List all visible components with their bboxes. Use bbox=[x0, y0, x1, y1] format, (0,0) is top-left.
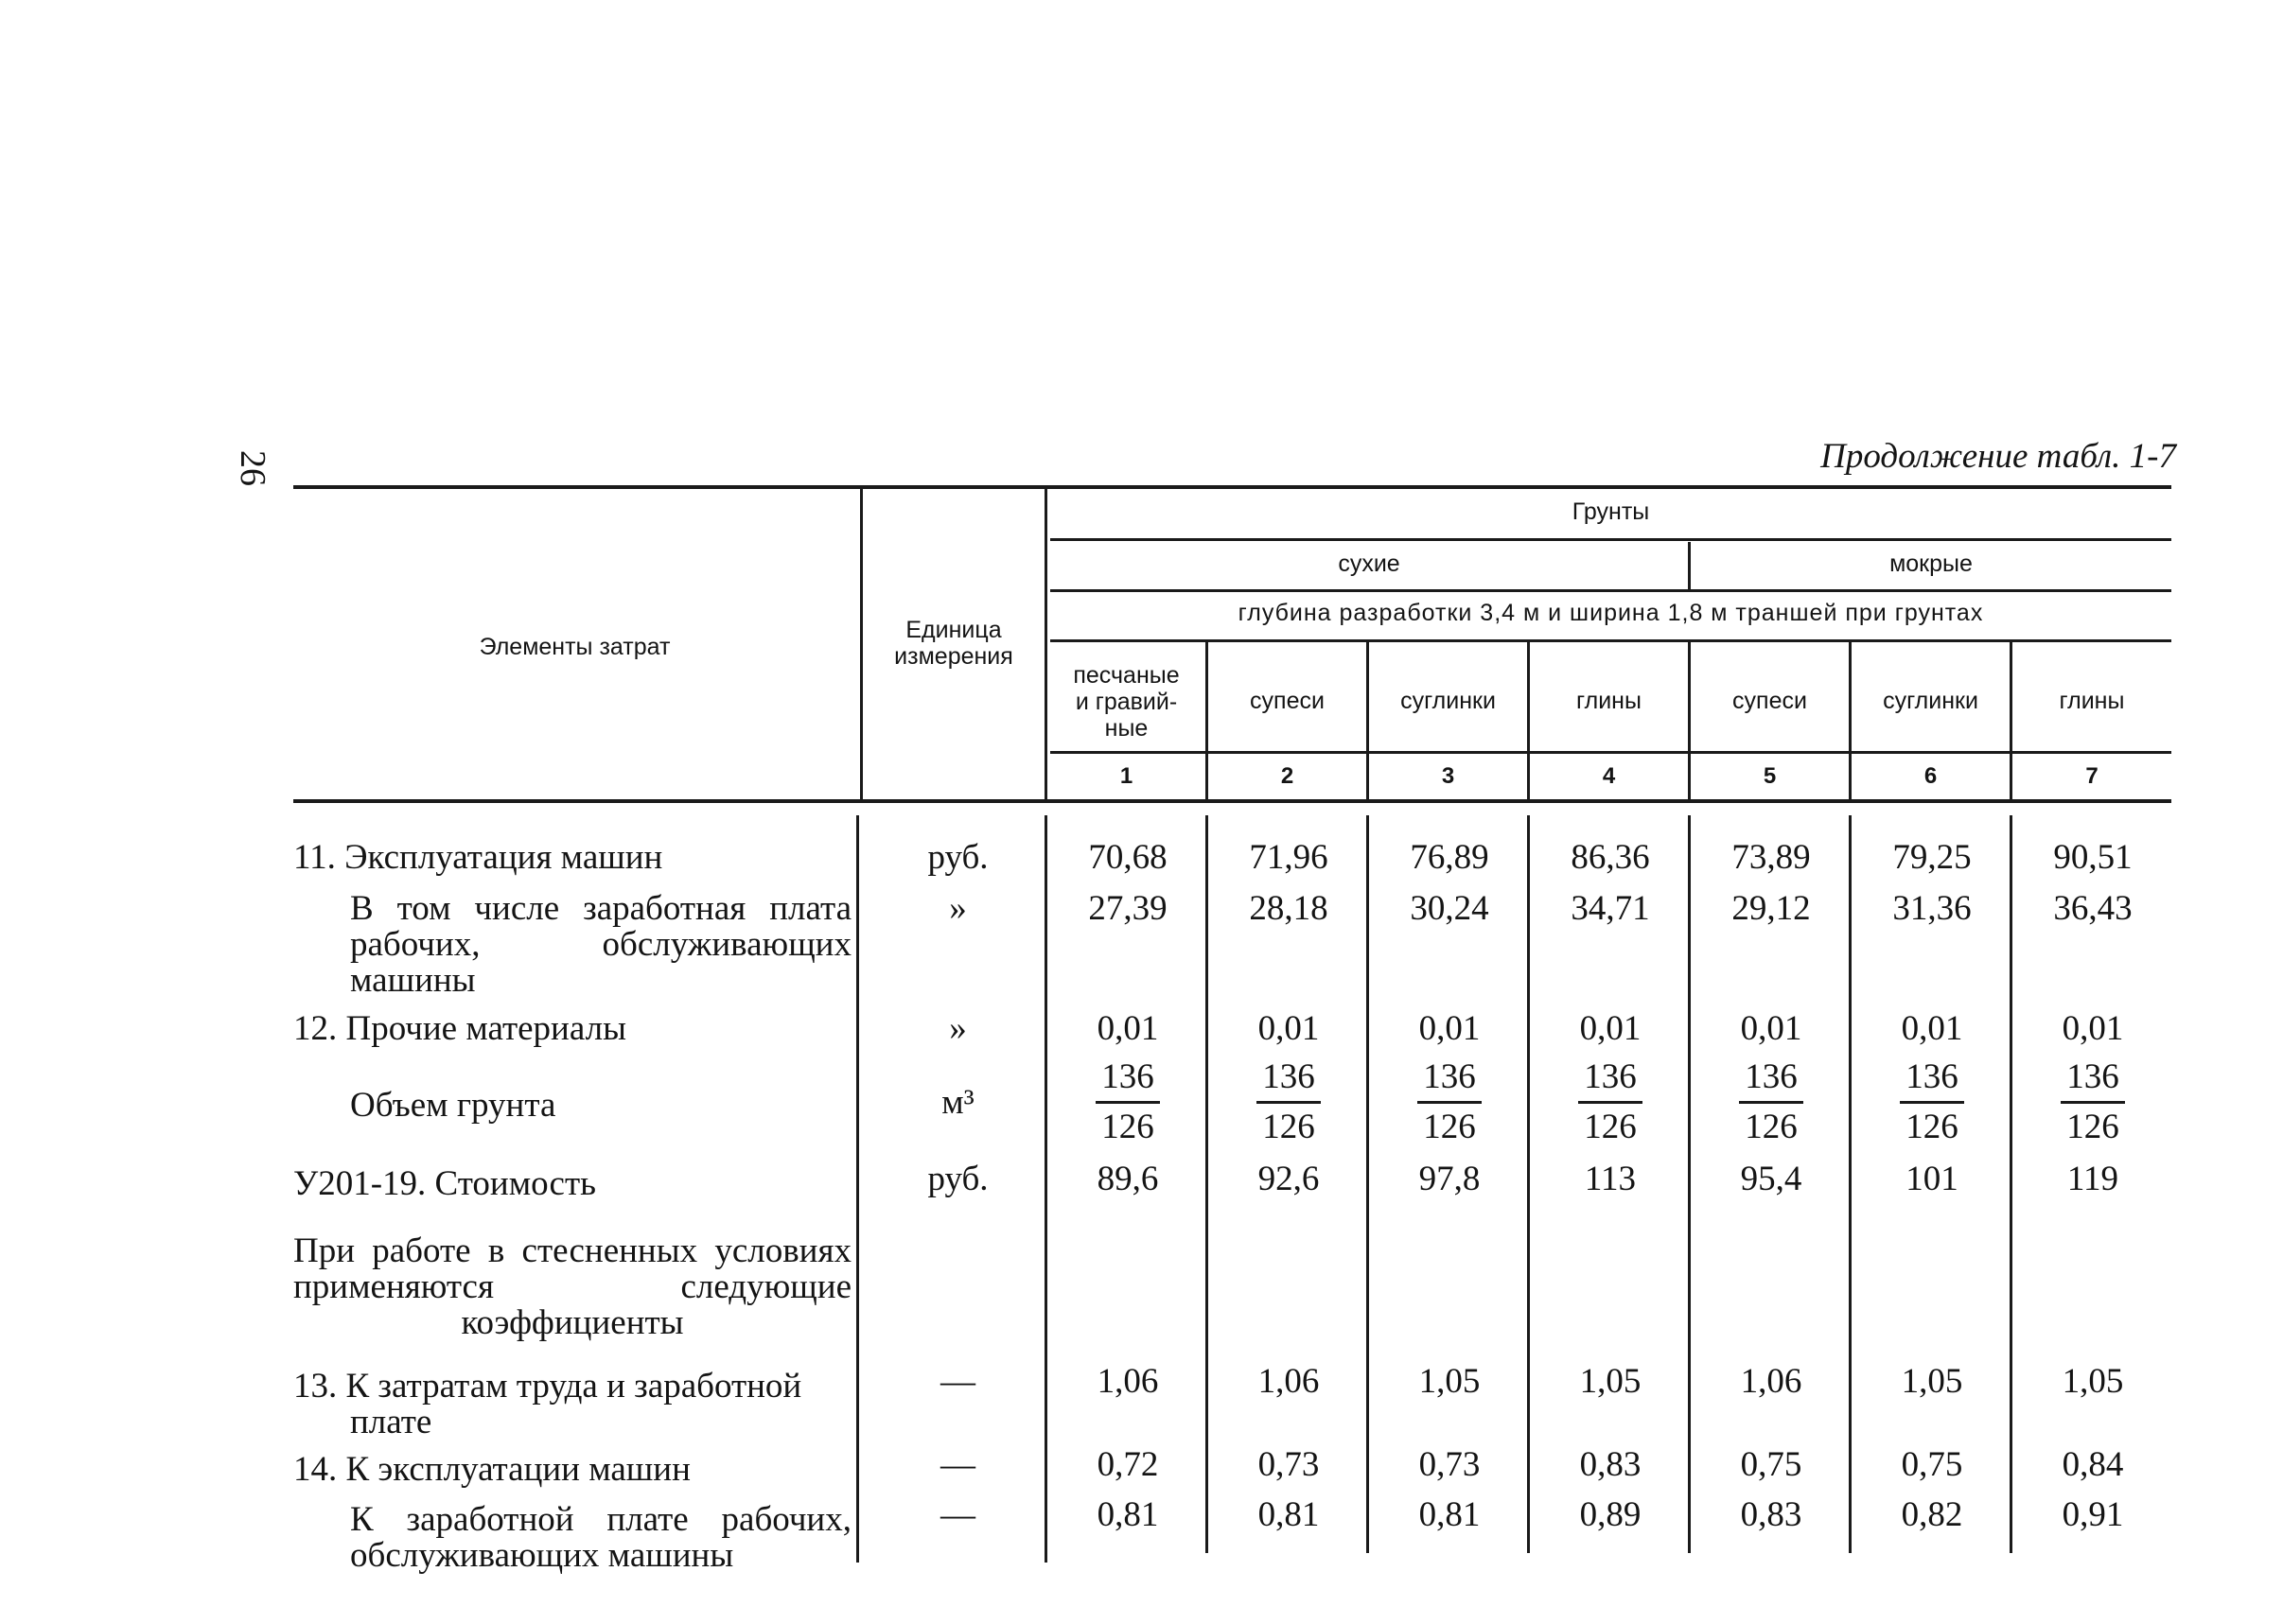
cell-r7-c7: 0,84 bbox=[2062, 1445, 2124, 1484]
header-wet: мокрые bbox=[1889, 550, 1973, 577]
col-number-6: 6 bbox=[1923, 763, 1938, 789]
fraction-numerator: 136 bbox=[1256, 1059, 1321, 1104]
row-label-wages-coef: К заработной плате рабочих, обслуживающих машины bbox=[350, 1500, 852, 1575]
subheader-7: глины bbox=[2059, 688, 2125, 714]
header-unit-line1: Единица bbox=[905, 617, 1002, 643]
cell-r0-c6: 79,25 bbox=[1892, 838, 1972, 877]
cell-r7-c2: 0,73 bbox=[1257, 1445, 1320, 1484]
subheader-4: глины bbox=[1576, 688, 1642, 714]
cell-r3-c3 bbox=[1369, 1059, 1530, 1145]
row-unit-machine-coef: — bbox=[940, 1445, 975, 1484]
cell-r0-c3: 76,89 bbox=[1410, 838, 1489, 877]
cell-r8-c5: 0,83 bbox=[1740, 1495, 1802, 1534]
cell-r8-c7: 0,91 bbox=[2062, 1495, 2124, 1534]
header-unit-line2: измерения bbox=[894, 643, 1013, 670]
cell-r0-c7: 90,51 bbox=[2053, 838, 2133, 877]
subheader-2: супеси bbox=[1250, 688, 1325, 714]
row-unit-machine-wages: » bbox=[949, 889, 967, 928]
cell-r1-c3: 30,24 bbox=[1410, 889, 1489, 928]
cell-r2-c4: 0,01 bbox=[1579, 1009, 1642, 1048]
cell-r0-c1: 70,68 bbox=[1088, 838, 1168, 877]
page-number: 26 bbox=[233, 450, 272, 486]
cell-r4-c4: 113 bbox=[1584, 1160, 1637, 1198]
header-dry: сухие bbox=[1338, 550, 1400, 577]
cell-r3-c2 bbox=[1208, 1059, 1369, 1145]
header-elements: Элементы затрат bbox=[479, 634, 671, 660]
row-label-other-materials: 12. Прочие материалы bbox=[293, 1009, 626, 1048]
subheader-6: суглинки bbox=[1883, 688, 1978, 714]
rule-above-numbers bbox=[1050, 751, 2171, 754]
rule-under-depth bbox=[1050, 639, 2171, 642]
fraction-denominator: 126 bbox=[1423, 1108, 1476, 1146]
row-label-cost: У201-19. Стоимость bbox=[293, 1164, 596, 1203]
cell-r6-c2: 1,06 bbox=[1257, 1362, 1320, 1401]
cell-r6-c1: 1,06 bbox=[1097, 1362, 1159, 1401]
col-number-5: 5 bbox=[1763, 763, 1777, 789]
cell-r2-c2: 0,01 bbox=[1257, 1009, 1320, 1048]
header-depth: глубина разработки 3,4 м и ширина 1,8 м траншей при грунтах bbox=[1238, 600, 1984, 626]
cell-r1-c2: 28,18 bbox=[1249, 889, 1328, 928]
subheader-5: супеси bbox=[1732, 688, 1807, 714]
cell-r3-c6 bbox=[1852, 1059, 2012, 1145]
cell-r2-c1: 0,01 bbox=[1097, 1009, 1159, 1048]
cell-r4-c1: 89,6 bbox=[1097, 1160, 1159, 1198]
header-soils: Грунты bbox=[1572, 498, 1650, 525]
cell-r7-c6: 0,75 bbox=[1901, 1445, 1963, 1484]
cell-r7-c3: 0,73 bbox=[1418, 1445, 1481, 1484]
cell-r1-c1: 27,39 bbox=[1088, 889, 1168, 928]
row-unit-machine-operation: руб. bbox=[927, 838, 989, 877]
fraction-numerator: 136 bbox=[2061, 1059, 2125, 1104]
cell-r1-c6: 31,36 bbox=[1892, 889, 1972, 928]
row-unit-other-materials: » bbox=[949, 1009, 967, 1048]
cell-r6-c4: 1,05 bbox=[1579, 1362, 1642, 1401]
table-top-rule bbox=[293, 485, 2171, 489]
cell-r3-c5 bbox=[1691, 1059, 1852, 1145]
cell-r7-c1: 0,72 bbox=[1097, 1445, 1159, 1484]
cell-r0-c4: 86,36 bbox=[1571, 838, 1650, 877]
cell-r2-c5: 0,01 bbox=[1740, 1009, 1802, 1048]
cell-r1-c4: 34,71 bbox=[1571, 889, 1650, 928]
cell-r8-c1: 0,81 bbox=[1097, 1495, 1159, 1534]
col-number-1: 1 bbox=[1119, 763, 1133, 789]
subheader-3: суглинки bbox=[1400, 688, 1496, 714]
cell-r6-c7: 1,05 bbox=[2062, 1362, 2124, 1401]
cell-r7-c5: 0,75 bbox=[1740, 1445, 1802, 1484]
cell-r4-c7: 119 bbox=[2066, 1160, 2119, 1198]
cell-r8-c6: 0,82 bbox=[1901, 1495, 1963, 1534]
fraction-denominator: 126 bbox=[1584, 1108, 1637, 1146]
cell-r6-c5: 1,06 bbox=[1740, 1362, 1802, 1401]
rule-under-dry-wet bbox=[1050, 589, 2171, 592]
fraction-numerator: 136 bbox=[1578, 1059, 1642, 1104]
coefficients-heading: При работе в стесненных условиях применяются следующие коэффициенты bbox=[293, 1231, 852, 1342]
cell-r3-c7 bbox=[2012, 1059, 2173, 1145]
body-divider-unit bbox=[856, 815, 859, 1563]
cell-r0-c5: 73,89 bbox=[1731, 838, 1811, 877]
row-unit-wages-coef: — bbox=[940, 1495, 975, 1534]
row-label-machine-operation: 11. Эксплуатация машин bbox=[293, 838, 663, 877]
cell-r1-c7: 36,43 bbox=[2053, 889, 2133, 928]
fraction-denominator: 126 bbox=[1905, 1108, 1958, 1146]
fraction-numerator: 136 bbox=[1900, 1059, 1964, 1104]
fraction-denominator: 126 bbox=[1745, 1108, 1798, 1146]
row-label-soil-volume: Объем грунта bbox=[350, 1086, 556, 1125]
cell-r3-c1 bbox=[1047, 1059, 1208, 1145]
rule-under-soils bbox=[1050, 538, 2171, 541]
row-label-machine-coef: 14. К эксплуатации машин bbox=[293, 1450, 691, 1489]
fraction-numerator: 136 bbox=[1096, 1059, 1160, 1104]
row-unit-cost: руб. bbox=[927, 1160, 989, 1198]
cell-r7-c4: 0,83 bbox=[1579, 1445, 1642, 1484]
fraction-numerator: 136 bbox=[1739, 1059, 1803, 1104]
cell-r8-c4: 0,89 bbox=[1579, 1495, 1642, 1534]
table-continuation-caption: Продолжение табл. 1-7 bbox=[1820, 437, 2176, 476]
cell-r2-c7: 0,01 bbox=[2062, 1009, 2124, 1048]
row-label-labor-coef: 13. К затратам труда и заработной плате bbox=[293, 1367, 802, 1441]
cell-r4-c2: 92,6 bbox=[1257, 1160, 1320, 1198]
cell-r4-c3: 97,8 bbox=[1418, 1160, 1481, 1198]
cell-r4-c6: 101 bbox=[1905, 1160, 1958, 1198]
row-label-machine-wages: В том числе заработная плата рабочих, обслуживающих машины bbox=[350, 889, 852, 1000]
cell-r1-c5: 29,12 bbox=[1731, 889, 1811, 928]
col-number-7: 7 bbox=[2085, 763, 2099, 789]
row-unit-soil-volume: м³ bbox=[941, 1083, 975, 1122]
cell-r8-c3: 0,81 bbox=[1418, 1495, 1481, 1534]
row-unit-labor-coef: — bbox=[940, 1362, 975, 1401]
col-number-4: 4 bbox=[1602, 763, 1616, 789]
col-number-2: 2 bbox=[1280, 763, 1294, 789]
cell-r6-c6: 1,05 bbox=[1901, 1362, 1963, 1401]
fraction-numerator: 136 bbox=[1417, 1059, 1482, 1104]
cell-r6-c3: 1,05 bbox=[1418, 1362, 1481, 1401]
cell-r3-c4 bbox=[1530, 1059, 1691, 1145]
fraction-denominator: 126 bbox=[1262, 1108, 1315, 1146]
cell-r8-c2: 0,81 bbox=[1257, 1495, 1320, 1534]
subheader-1: песчаные и гравий- ные bbox=[1073, 662, 1180, 742]
fraction-denominator: 126 bbox=[2066, 1108, 2119, 1146]
col-number-3: 3 bbox=[1441, 763, 1455, 789]
header-bottom-rule bbox=[293, 799, 2171, 803]
header-divider-values bbox=[1045, 487, 1047, 799]
cell-r4-c5: 95,4 bbox=[1740, 1160, 1802, 1198]
cell-r2-c3: 0,01 bbox=[1418, 1009, 1481, 1048]
cell-r0-c2: 71,96 bbox=[1249, 838, 1328, 877]
cell-r2-c6: 0,01 bbox=[1901, 1009, 1963, 1048]
fraction-denominator: 126 bbox=[1101, 1108, 1154, 1146]
